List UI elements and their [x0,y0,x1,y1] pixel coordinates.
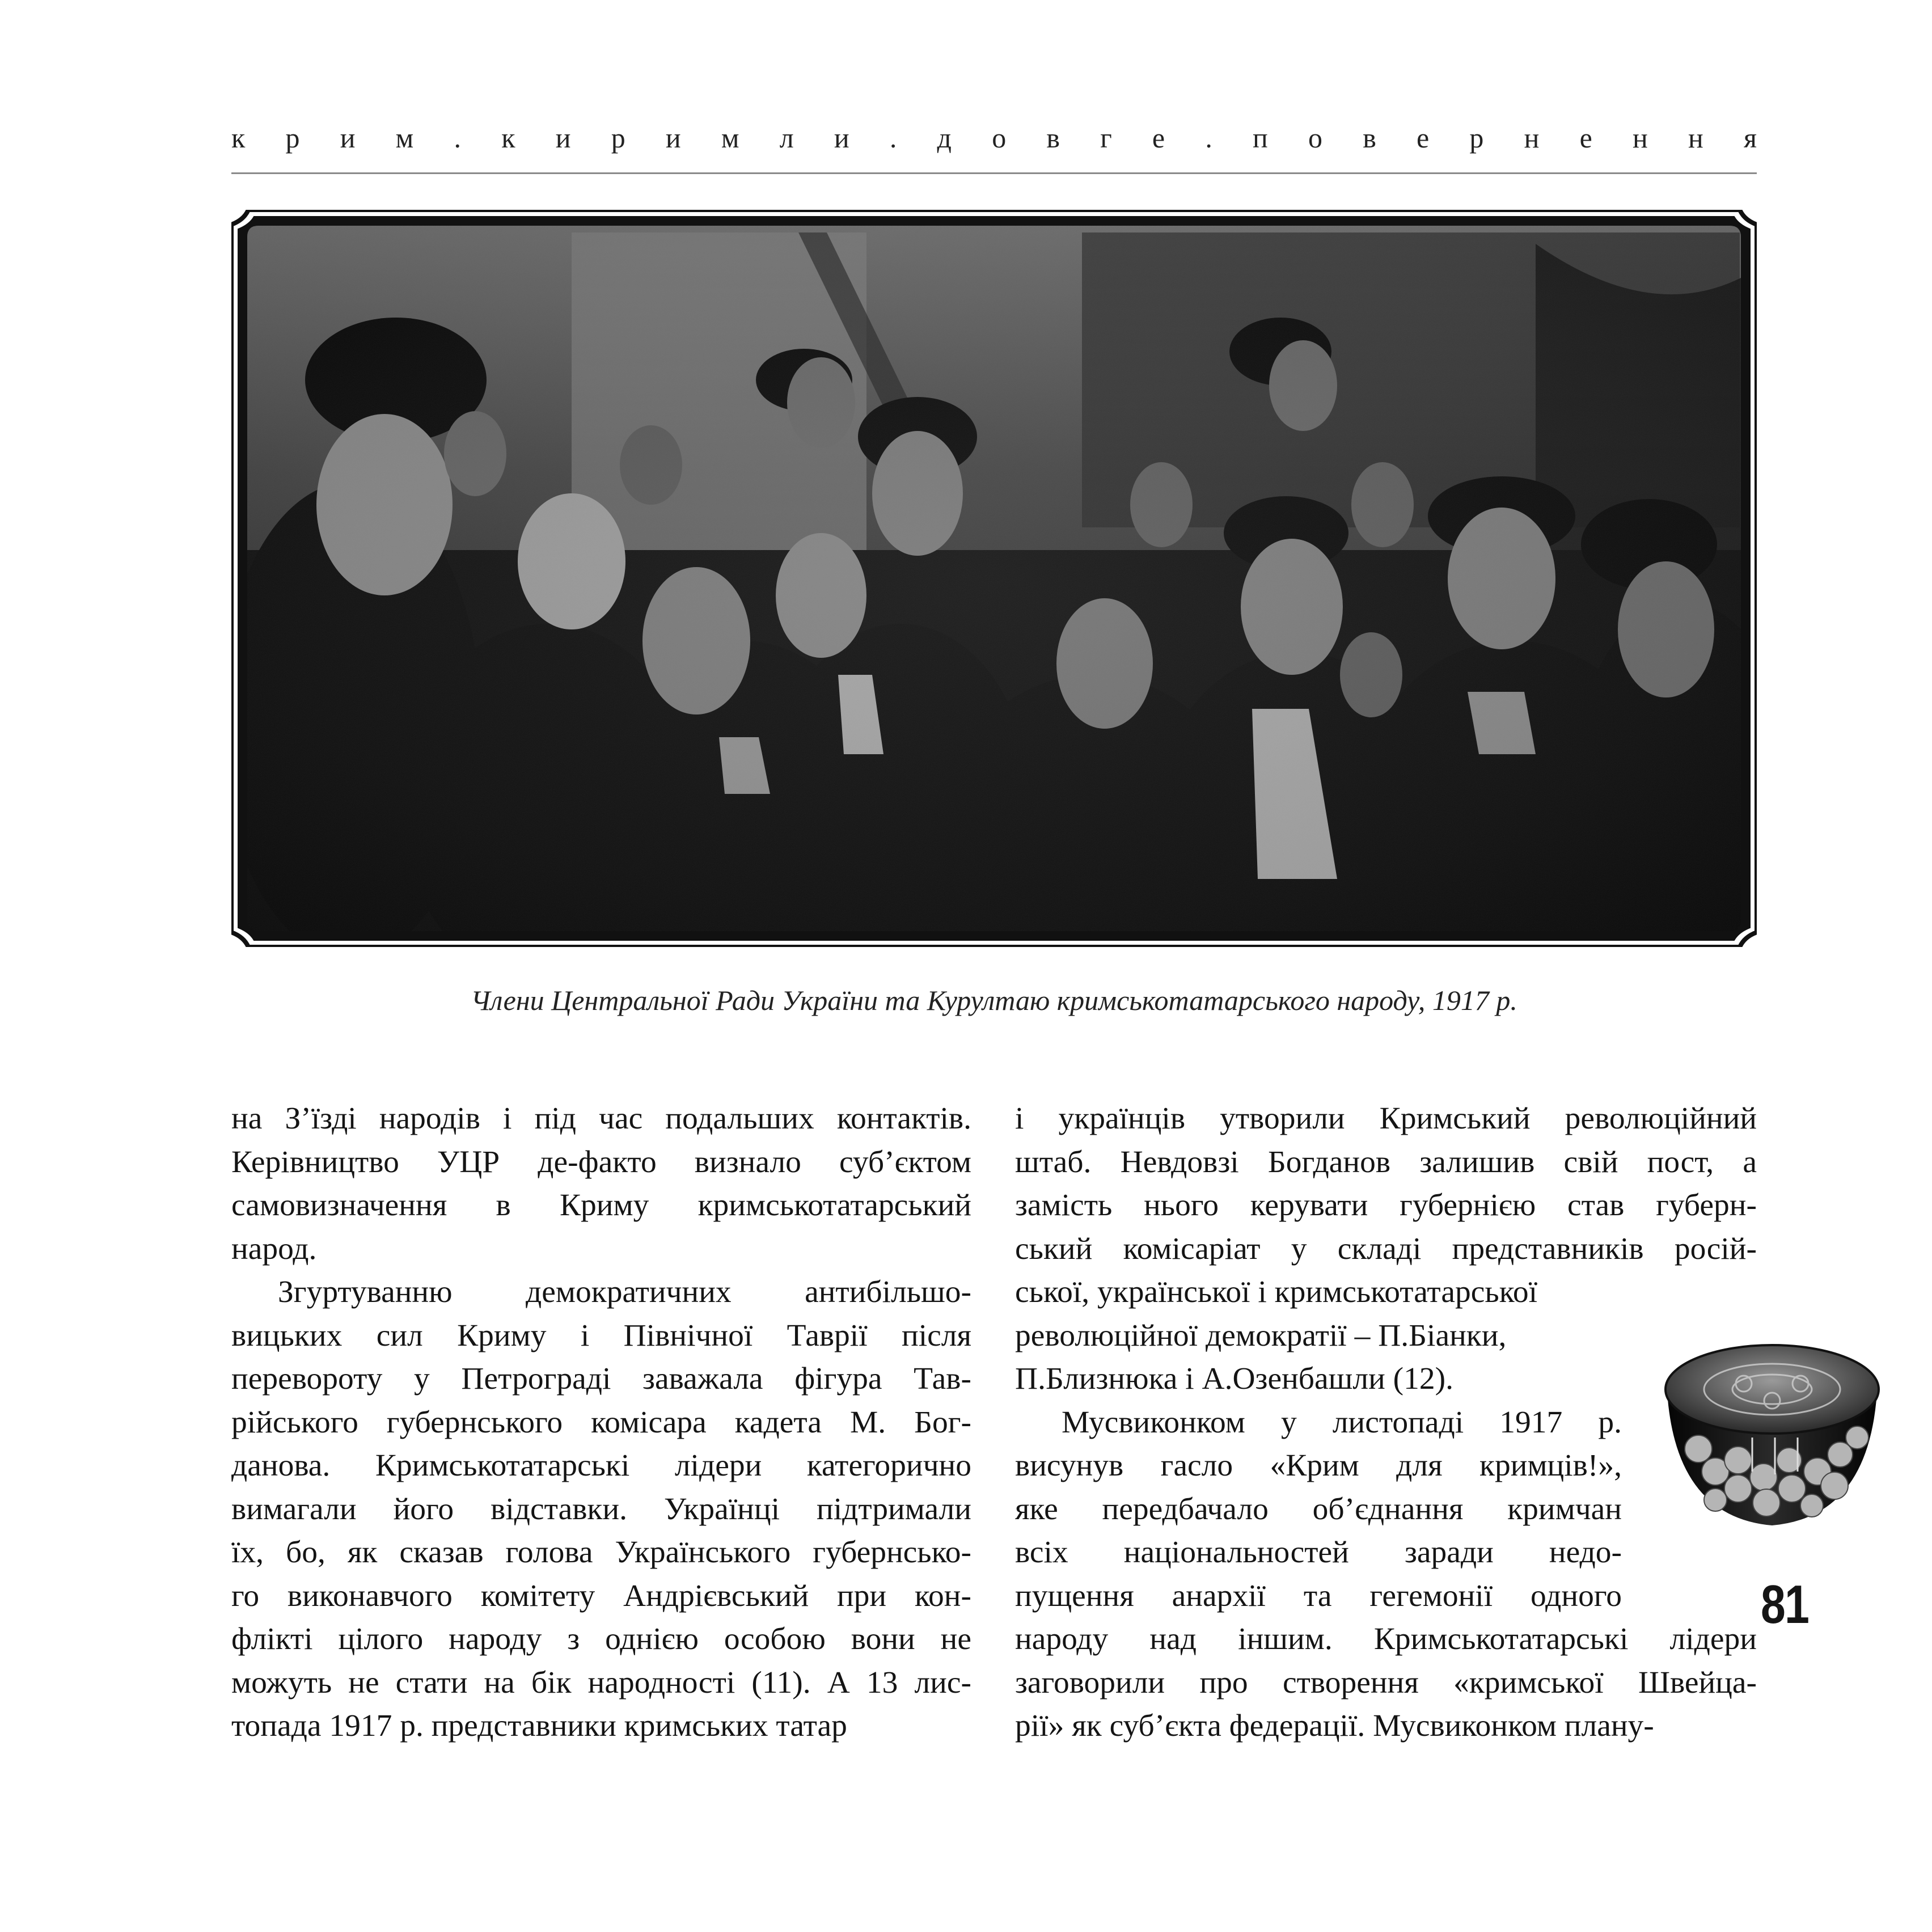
text-line: народу над іншим. Кримськотатарські лідери [1015,1622,1757,1656]
text-line: Мусвиконком у листопаді 1917 р. [1062,1405,1622,1440]
group-photo [231,210,1757,947]
left-text-column [231,1097,971,1748]
running-head-letter: к [501,122,515,154]
running-head-letter: р [1469,122,1484,154]
header-rule [231,172,1757,174]
text-line: ської, української і кримськотатарської [1015,1275,1538,1309]
running-head-letter: и [340,122,356,154]
running-head-letter: и [555,122,571,154]
text-line: перевороту у Петрограді заважала фігура Тав- [231,1362,971,1396]
running-head-letter: и [834,122,849,154]
text-line: їх, бо, як сказав голова Українського губернсько- [231,1535,971,1570]
group-portrait-photo-icon [231,210,1757,947]
running-head-letter: д [937,122,952,154]
text-line: П.Близнюка і А.Озенбашли (12). [1015,1362,1454,1396]
running-head-letter: е [1579,122,1592,154]
running-head-letter: л [779,122,794,154]
running-head-letter: и [665,122,681,154]
right-text-column [1015,1097,1757,1748]
running-head-letter: н [1688,122,1703,154]
text-line: замість нього керувати губернією став губерн- [1015,1188,1757,1223]
running-head-letter: р [285,122,300,154]
running-head-letter: е [1417,122,1430,154]
text-line: рії» як суб’єкта федерації. Мусвиконком плану- [1015,1709,1654,1743]
running-head-letter: м [395,122,414,154]
text-line: на З’їзді народів і під час подальших контактів. [231,1101,971,1136]
running-head-letter: к [231,122,246,154]
text-line: яке передбачало об’єднання кримчан [1015,1491,1622,1527]
text-line: і українців утворили Кримський революційний [1015,1101,1757,1136]
text-line: топада 1917 р. представники кримських татар [231,1709,847,1743]
text-line: пущення анархії та гегемонії одного [1015,1578,1622,1613]
text-line: самовизначення в Криму кримськотатарський [231,1188,971,1223]
text-line: висунув гасло «Крим для кримців!», [1015,1448,1622,1483]
running-head-letter: о [1308,122,1322,154]
text-line: Керівництво УЦР де-факто визнало суб’єктом [231,1144,971,1180]
running-head-letter: я [1743,122,1757,154]
text-line: го виконавчого комітету Андрієвський при кон- [231,1578,971,1613]
text-line: заговорили про створення «кримської Швейца- [1015,1665,1757,1700]
photo-caption: Члени Центральної Ради України та Курултаю кримськотатарського народу, 1917 р. [471,984,1517,1016]
text-line: всіх національностей заради недо- [1015,1535,1622,1570]
running-head-letter: р [611,122,625,154]
running-head-letter: н [1633,122,1648,154]
text-line: штаб. Невдовзі Богданов залишив свій пост, а [1015,1144,1757,1180]
running-head-letter: г [1100,122,1112,154]
text-line: данова. Кримськотатарські лідери категорично [231,1448,971,1483]
running-head-letter: в [1363,122,1376,154]
text-line: Згуртуванню демократичних антибільшо- [278,1275,971,1309]
text-line: народ. [231,1231,317,1266]
running-head-letter: м [721,122,739,154]
running-head-letter: . [454,122,462,154]
fez-cap-with-coins-icon [1653,1330,1891,1540]
text-line: вимагали його відставки. Українці підтримали [231,1491,971,1527]
page-number: 81 [1761,1574,1809,1635]
fez-cap-image [1653,1330,1891,1540]
text-line: флікті цілого народу з однією особою вони не [231,1622,971,1656]
text-line: ський комісаріат у складі представників росій- [1015,1231,1757,1266]
running-head-letter: . [1205,122,1212,154]
text-line: вицьких сил Криму і Північної Таврії після [231,1318,971,1353]
running-head [231,121,1757,154]
running-head-letter: в [1046,122,1060,154]
running-head-letter: . [889,122,897,154]
text-line: революційної демократії – П.Біанки, [1015,1318,1507,1353]
running-head-letter: е [1152,122,1165,154]
running-head-letter: н [1524,122,1540,154]
running-head-letter: о [992,122,1007,154]
text-line: можуть не стати на бік народності (11). А 13 лис- [231,1665,971,1700]
text-line: рійського губернського комісара кадета М. Бог- [231,1405,971,1440]
running-head-letter: п [1253,122,1268,154]
